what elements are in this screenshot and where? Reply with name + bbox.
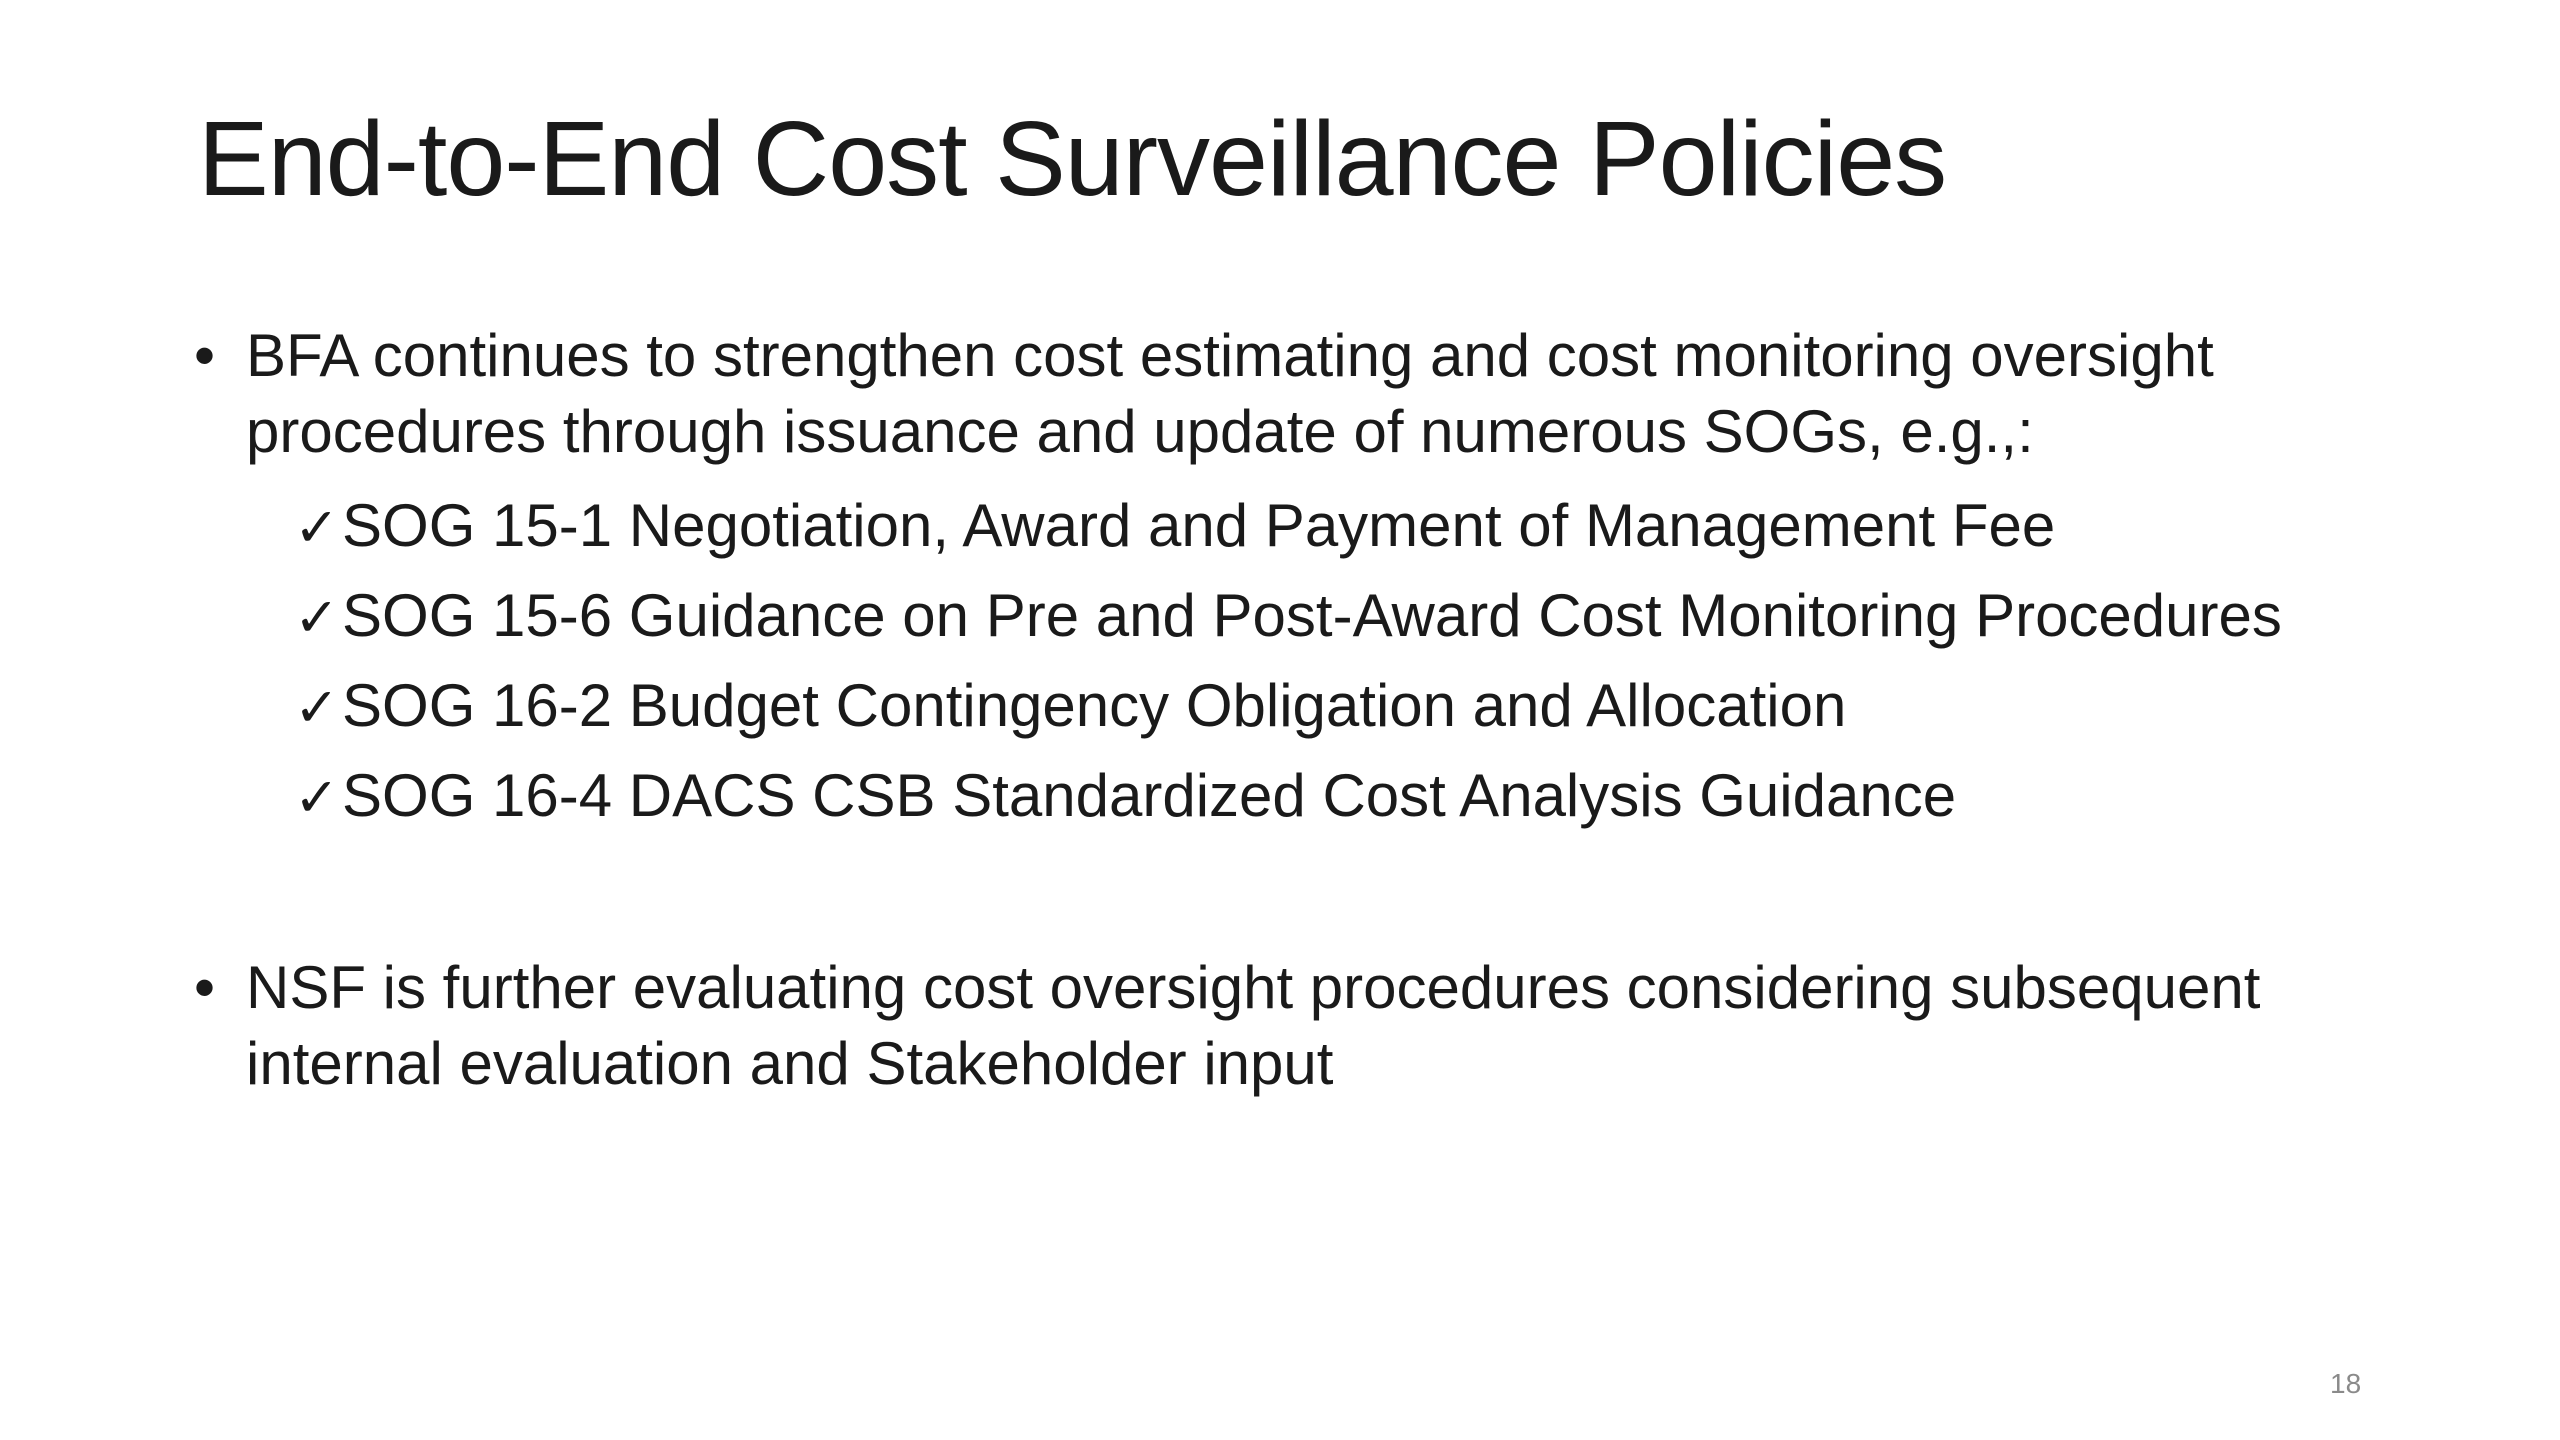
checkmark-icon: ✓ [294,496,340,559]
bullet-dot-icon: • [194,322,216,389]
bullet-item [190,318,2446,470]
sog-list-item [294,752,2440,842]
sog-list-item [294,572,2440,662]
bullet-text: BFA continues to strengthen cost estimating and cost monitoring oversight procedures through issuance and update of numerous SOGs, e.g.,: [246,322,2214,465]
sog-list-item-text: SOG 15-1 Negotiation, Award and Payment of Management Fee [342,492,2056,559]
sog-list-item-text: SOG 15-6 Guidance on Pre and Post-Award Cost Monitoring Procedures [342,582,2282,649]
sog-list [294,482,2440,842]
sog-list-item-text: SOG 16-2 Budget Contingency Obligation and Allocation [342,672,1847,739]
checkmark-icon: ✓ [294,586,340,649]
sog-list-item [294,482,2440,572]
sog-list-item [294,662,2440,752]
page-number: 18 [2330,1368,2362,1399]
bullet-item [190,950,2446,1102]
bullet-text: NSF is further evaluating cost oversight procedures considering subsequent internal evaluation and Stakeholder input [246,954,2261,1097]
sog-list-item-text: SOG 16-4 DACS CSB Standardized Cost Analysis Guidance [342,762,1957,829]
slide-title: End-to-End Cost Surveillance Policies [198,100,1947,218]
bullet-dot-icon: • [194,954,216,1021]
slide-content [190,318,2440,1102]
checkmark-icon: ✓ [294,676,340,739]
checkmark-icon: ✓ [294,766,340,829]
